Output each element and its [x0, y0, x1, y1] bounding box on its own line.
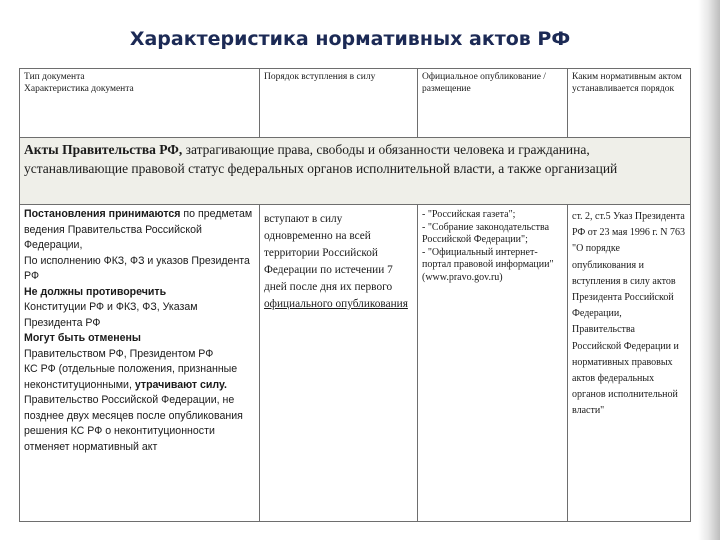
resolutions-heading: Постановления принимаются [24, 208, 181, 220]
publication-item: - "Официальный интернет-портал правовой информации" (www.pravo.gov.ru) [422, 246, 554, 283]
official-publication-link[interactable]: официального опубликования [264, 298, 408, 310]
entry-into-force-text: вступают в силу одновременно на всей территории Российской Федерации по истечении 7 дней после дня их первого [264, 213, 393, 293]
header-entry-into-force: Порядок вступления в силу [260, 69, 418, 138]
cell-publication [418, 205, 568, 522]
execution-text: По исполнению ФКЗ, ФЗ и указов Президента РФ [24, 254, 250, 282]
publication-item: - "Собрание законодательства Российской Федерации"; [422, 221, 550, 246]
government-repeal-text: Правительство Российской Федерации, не позднее двух месяцев после опубликования решения КС РФ о неконтитуционности отменяет нормативный акт [24, 394, 243, 453]
slide-title: Характеристика нормативных актов РФ [129, 28, 571, 50]
cell-entry-into-force [260, 205, 418, 522]
publication-item: - "Российская газета"; [422, 209, 516, 220]
table-header-row [20, 69, 691, 138]
constitutional-court-text-part: КС РФ (отдельные положения, признанные неконституционными, [24, 363, 238, 391]
slide-edge-shadow [698, 0, 720, 540]
cell-regulating-act: ст. 2, ст.5 Указ Президента РФ от 23 мая 1996 г. N 763 "О порядке опубликования и вступления в силу актов Президента Российской Федерации, Правительства Российской Федерации и нормативных правовых актов федеральных органов исполнительной власти" [568, 205, 691, 522]
header-regulating-act: Каким нормативным актом устанавливается порядок [568, 69, 691, 138]
no-contradiction-text: Конституции РФ и ФКЗ, ФЗ, Указам Президента РФ [24, 301, 198, 329]
section-band-text: затрагивающие права, свободы и обязанности человека и гражданина, устанавливающие правовой статус федеральных органов исполнительной власти, а также организаций [24, 142, 618, 176]
header-publication: Официальное опубликование / размещение [418, 69, 568, 138]
header-doc-type-line2: Характеристика документа [24, 84, 134, 94]
header-doc-type-line1: Тип документа [24, 72, 85, 82]
acts-table [19, 68, 691, 522]
section-band [20, 138, 691, 205]
may-be-repealed-heading: Могут быть отменены [24, 332, 141, 344]
no-contradiction-heading: Не должны противоречить [24, 285, 167, 298]
constitutional-court-text [24, 362, 255, 393]
lose-force-text: утрачивают силу. [134, 378, 227, 391]
header-doc-type [20, 69, 260, 138]
section-band-bold: Акты Правительства РФ, [24, 142, 183, 157]
section-band-row [20, 138, 691, 205]
table-row [20, 205, 691, 522]
resolutions-text: по предметам ведения Правительства Российской Федерации, [24, 208, 253, 251]
may-be-repealed-text: Правительством РФ, Президентом РФ [24, 347, 214, 360]
cell-doc-characteristics [20, 205, 260, 522]
